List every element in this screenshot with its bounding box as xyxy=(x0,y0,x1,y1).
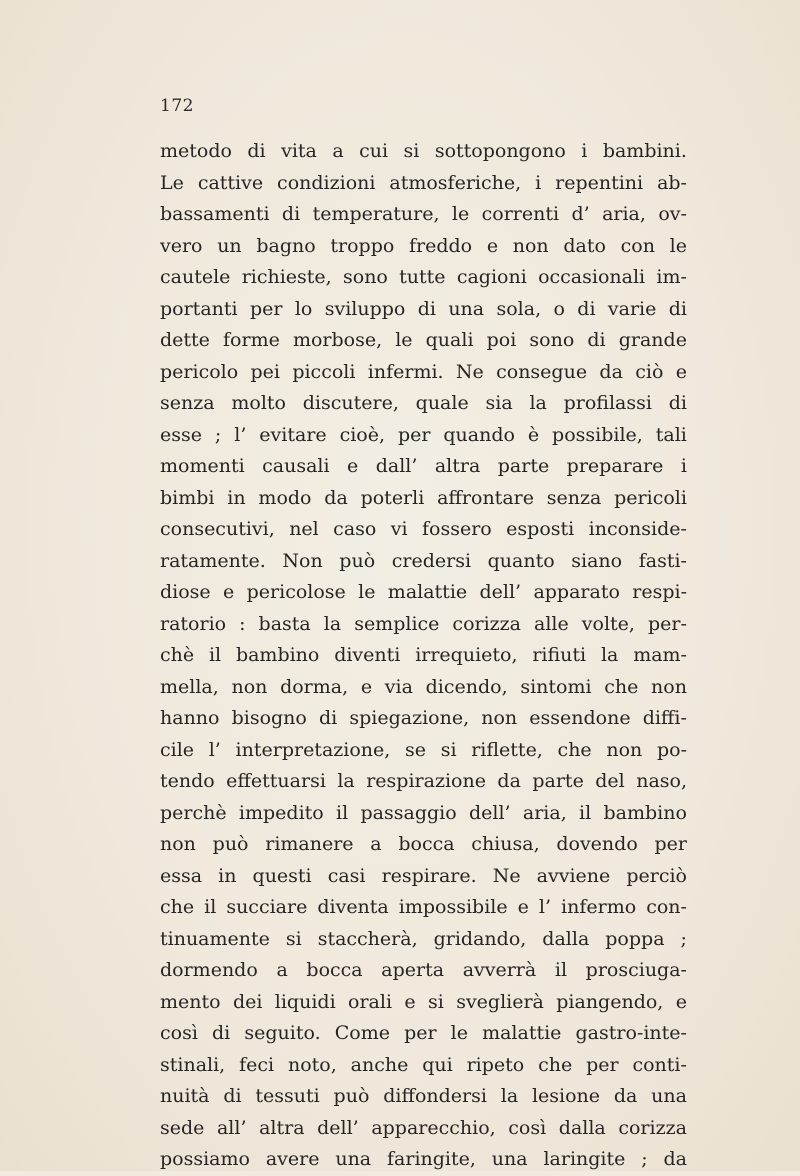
text-line: chè il bambino diventi irrequieto, rifiuti la mam- xyxy=(160,644,687,666)
text-line: stinali, feci noto, anche qui ripeto che per conti- xyxy=(160,1053,687,1076)
text-line: mento dei liquidi orali e si sveglierà piangendo, e xyxy=(160,990,687,1013)
text-line: vero un bagno troppo freddo e non dato con le xyxy=(160,234,687,257)
text-line: sede all’ altra dell’ apparecchio, così dalla corizza xyxy=(160,1116,687,1139)
text-line: pericolo pei piccoli infermi. Ne consegue da ciò e xyxy=(160,360,687,383)
text-line: così di seguito. Come per le malattie gastro-inte- xyxy=(160,1022,687,1044)
text-line: dormendo a bocca aperta avverrà il prosciuga- xyxy=(160,959,687,981)
text-line: non può rimanere a bocca chiusa, dovendo per xyxy=(160,833,687,855)
text-line: portanti per lo sviluppo di una sola, o di varie di xyxy=(160,297,687,320)
text-line: mella, non dorma, e via dicendo, sintomi che non xyxy=(160,675,687,698)
text-line: ratorio : basta la semplice corizza alle volte, per- xyxy=(160,612,687,635)
text-line: consecutivi, nel caso vi fossero esposti inconside- xyxy=(160,518,687,540)
text-line: ratamente. Non può credersi quanto siano fasti- xyxy=(160,549,687,572)
text-line: hanno bisogno di spiegazione, non essendone diffi- xyxy=(160,707,687,729)
text-line: bimbi in modo da poterli affrontare senza pericoli xyxy=(160,486,687,509)
text-line: bassamenti di temperature, le correnti d’ aria, ov- xyxy=(160,203,687,225)
text-line: dette forme morbose, le quali poi sono di grande xyxy=(160,329,687,351)
text-line: momenti causali e dall’ altra parte preparare i xyxy=(160,455,687,477)
text-line: perchè impedito il passaggio dell’ aria, il bambino xyxy=(160,801,687,824)
text-line: senza molto discutere, quale sia la profilassi di xyxy=(160,392,687,414)
text-line: metodo di vita a cui si sottopongono i bambini. xyxy=(160,140,687,162)
text-line: possiamo avere una faringite, una laringite ; da xyxy=(160,1148,687,1170)
text-line: Le cattive condizioni atmosferiche, i repentini ab- xyxy=(160,171,687,194)
text-line: diose e pericolose le malattie dell’ apparato respi- xyxy=(160,581,687,603)
text-line: tinuamente si staccherà, gridando, dalla poppa ; xyxy=(160,927,687,950)
text-line: esse ; l’ evitare cioè, per quando è possibile, tali xyxy=(160,423,687,446)
page-number: 172 xyxy=(160,96,194,116)
text-line: che il succiare diventa impossibile e l’ infermo con- xyxy=(160,896,687,918)
body-text xyxy=(160,136,687,1176)
text-line: tendo effettuarsi la respirazione da parte del naso, xyxy=(160,770,687,792)
text-line: cile l’ interpretazione, se si riflette, che non po- xyxy=(160,738,687,761)
text-line: essa in questi casi respirare. Ne avviene perciò xyxy=(160,864,687,887)
text-line: nuità di tessuti può diffondersi la lesione da una xyxy=(160,1085,687,1107)
text-line: cautele richieste, sono tutte cagioni occasionali im- xyxy=(160,266,687,288)
